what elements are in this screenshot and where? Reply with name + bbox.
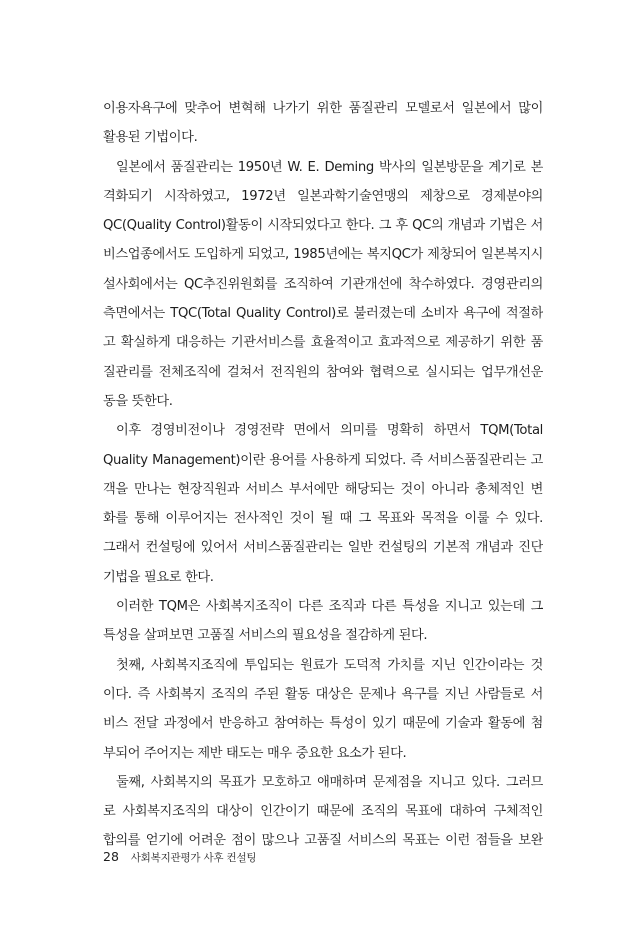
text-line: 로 사회복지조직의 대상이 인간이기 때문에 조직의 목표에 대하여 구체적인 xyxy=(103,804,543,820)
text-line: 그래서 컨설팅에 있어서 서비스품질관리는 일반 컨설팅의 기본적 개념과 진단 xyxy=(103,540,543,556)
text-line: 첫째, 사회복지조직에 투입되는 원료가 도덕적 가치를 지닌 인간이라는 것 xyxy=(116,657,543,673)
text-line: 기법을 필요로 한다. xyxy=(103,569,214,585)
text-line: 화를 통해 이루어지는 전사적인 것이 될 때 그 목표와 목적을 이룰 수 있다. xyxy=(103,511,543,527)
text-line: 격화되기 시작하였고, 1972년 일본과학기술연맹의 제창으로 경제분야의 xyxy=(103,188,543,204)
page-number: 28 xyxy=(103,849,119,864)
text-line: 둘째, 사회복지의 목표가 모호하고 애매하며 문제점을 지니고 있다. 그러므 xyxy=(116,774,543,790)
body-text xyxy=(103,94,543,856)
text-line: QC(Quality Control)활동이 시작되었다고 한다. 그 후 QC의 개념과 기법은 서 xyxy=(103,218,543,234)
page-footer xyxy=(103,849,256,865)
text-line: 활용된 기법이다. xyxy=(103,130,198,146)
text-line: 객을 만나는 현장직원과 서비스 부서에만 해당되는 것이 아니라 총체적인 변 xyxy=(103,481,543,497)
text-line: 특성을 살펴보면 고품질 서비스의 필요성을 절감하게 된다. xyxy=(103,628,428,644)
text-line: 일본에서 품질관리는 1950년 W. E. Deming 박사의 일본방문을 계기로 본 xyxy=(116,159,543,175)
text-line: 비스업종에서도 도입하게 되었고, 1985년에는 복지QC가 제창되어 일본복지시 xyxy=(103,247,543,263)
text-line: 설사회에서는 QC추진위원회를 조직하여 기관개선에 착수하였다. 경영관리의 xyxy=(103,276,543,292)
text-line: 고 확실하게 대응하는 기관서비스를 효율적이고 효과적으로 제공하기 위한 품 xyxy=(103,335,543,351)
running-title: 사회복지관평가 사후 컨설팅 xyxy=(130,852,257,864)
text-line: 합의를 얻기에 어려운 점이 많으나 고품질 서비스의 목표는 이런 점들을 보완 xyxy=(103,833,543,849)
text-line: 이후 경영비전이나 경영전략 면에서 의미를 명확히 하면서 TQM(Total xyxy=(116,423,543,439)
text-line: 질관리를 전체조직에 걸쳐서 전직원의 참여와 협력으로 실시되는 업무개선운 xyxy=(103,364,543,380)
text-line: 동을 뜻한다. xyxy=(103,393,173,409)
text-line: 이다. 즉 사회복지 조직의 주된 활동 대상은 문제나 욕구를 지닌 사람들로 서 xyxy=(103,686,543,702)
text-line: 이용자욕구에 맞추어 변혁해 나가기 위한 품질관리 모델로서 일본에서 많이 xyxy=(103,101,543,116)
text-line: 부되어 주어지는 제반 태도는 매우 중요한 요소가 된다. xyxy=(103,745,407,761)
text-line: 이러한 TQM은 사회복지조직이 다른 조직과 다른 특성을 지니고 있는데 그 xyxy=(116,599,543,615)
text-line: 측면에서는 TQC(Total Quality Control)로 불러졌는데 소비자 욕구에 적절하 xyxy=(103,306,543,322)
text-line: Quality Management)이란 용어를 사용하게 되었다. 즉 서비스품질관리는 고 xyxy=(103,452,543,468)
text-line: 비스 전달 과정에서 반응하고 참여하는 특성이 있기 때문에 기술과 활동에 첨 xyxy=(103,716,543,732)
